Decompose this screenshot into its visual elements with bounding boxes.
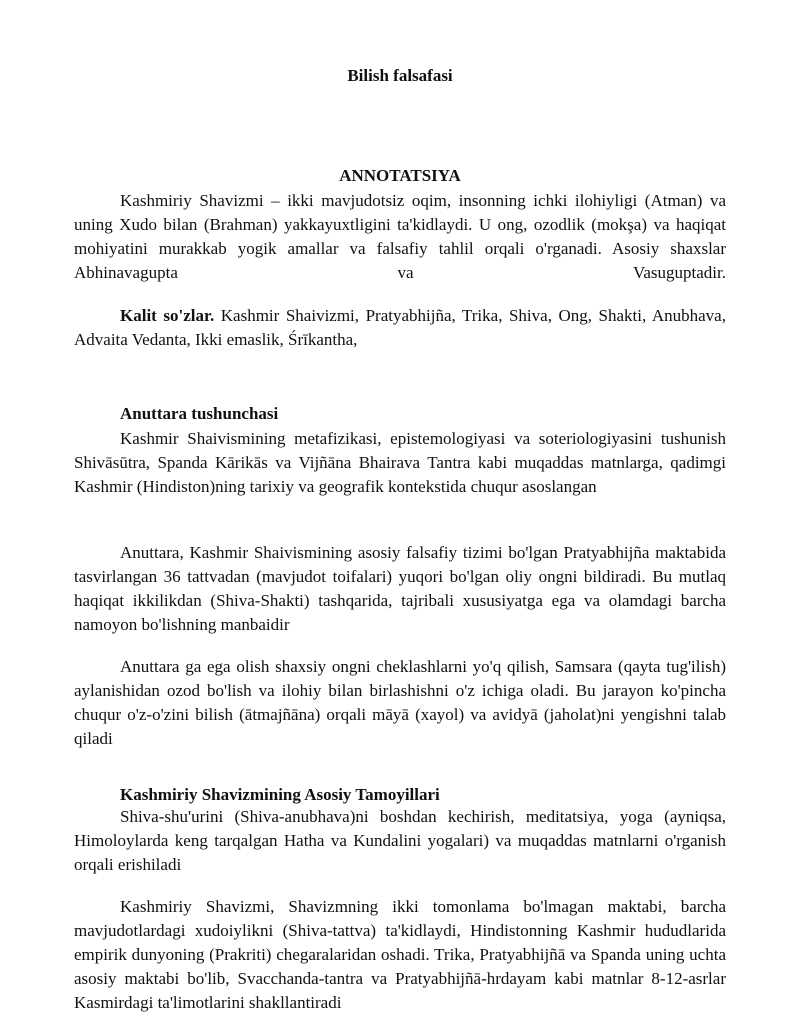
annotation-block — [74, 189, 726, 285]
section2-paragraph-2 — [74, 895, 726, 1015]
annotation-heading: ANNOTATSIYA — [339, 166, 461, 185]
paragraph: Kashmir Shaivismining metafizikasi, epistemologiyasi va soteriologiyasini tushunish Shivāsūtra, Spanda Kārikās va Vijñāna Bhairava Tantra kabi muqaddas matnlarga, qadimgi Kashmir (Hindiston)ning tarixiy va geografik kontekstida chuqur asoslangan — [74, 429, 726, 496]
keywords-text: Kashmir Shaivizmi, Pratyabhijña, Trika, Shiva, Ong, Shakti, Anubhava, Advaita Vedanta, Ikki emaslik, Śrīkantha, — [74, 306, 726, 349]
keywords-label: Kalit so'zlar. — [120, 306, 215, 325]
section1-paragraph-3 — [74, 655, 726, 751]
section1-paragraph-1 — [74, 427, 726, 499]
section2-paragraph-1 — [74, 805, 726, 877]
section1-paragraph-2 — [74, 541, 726, 637]
section-heading-anuttara: Anuttara tushunchasi — [120, 404, 279, 423]
paragraph: Anuttara ga ega olish shaxsiy ongni cheklashlarni yo'q qilish, Samsara (qayta tug'ilish) aylanishidan ozod bo'lish va ilohiy bilan birlashishni o'z ichiga oladi. Bu jarayon ko'pincha chuqur o'z-o'zini bilish (ātmajñāna) orqali māyā (xayol) va avidyā (jaholat)ni yengishni talab qiladi — [74, 657, 726, 748]
keywords-block — [74, 304, 726, 352]
paragraph: Shiva-shu'urini (Shiva-anubhava)ni boshdan kechirish, meditatsiya, yoga (ayniqsa, Himoloylarda keng tarqalgan Hatha va Kundalini yogalari) va muqaddas matnlarni o'rganish orqali erishiladi — [74, 807, 726, 874]
section-heading-principles: Kashmiriy Shavizmining Asosiy Tamoyillari — [120, 785, 440, 804]
keywords-paragraph — [74, 304, 726, 352]
paragraph: Kashmiriy Shavizmi, Shavizmning ikki tomonlama bo'lmagan maktabi, barcha mavjudotlardagi xudoiylikni (Shiva-tattva) ta'kidlaydi, Hindistonning Kashmir hududlarida empirik dunyoning (Prakriti) chegaralaridan oshadi. Trika, Pratyabhijñā va Spanda uning uchta asosiy maktabi bo'lib, Svacchanda-tantra va Pratyabhijñā-hrdayam kabi matnlar 8-12-asrlar Kasmirdagi ta'limotlarini shakllantiradi — [74, 897, 726, 1012]
document-title: Bilish falsafasi — [347, 66, 453, 85]
paragraph: Anuttara, Kashmir Shaivismining asosiy falsafiy tizimi bo'lgan Pratyabhijña maktabida tasvirlangan 36 tattvadan (mavjudot toifalari) yuqori bo'lgan oliy ongni bildiradi. Bu mutlaq haqiqat ikkilikdan (Shiva-Shakti) tashqarida, tajribali xususiyatga ega va olamdagi barcha namoyon bo'lishning manbaidir — [74, 543, 726, 634]
annotation-text: Kashmiriy Shavizmi – ikki mavjudotsiz oqim, insonning ichki ilohiyligi (Atman) va uning Xudo bilan (Brahman) yakkayuxtligini ta'kidlaydi. U ong, ozodlik (mokşa) va haqiqat mohiyatini murakkab yogik amallar va falsafiy tahlil orqali o'rganadi. Asosiy shaxslar Abhinavagupta va Vasuguptadir. — [74, 191, 726, 282]
